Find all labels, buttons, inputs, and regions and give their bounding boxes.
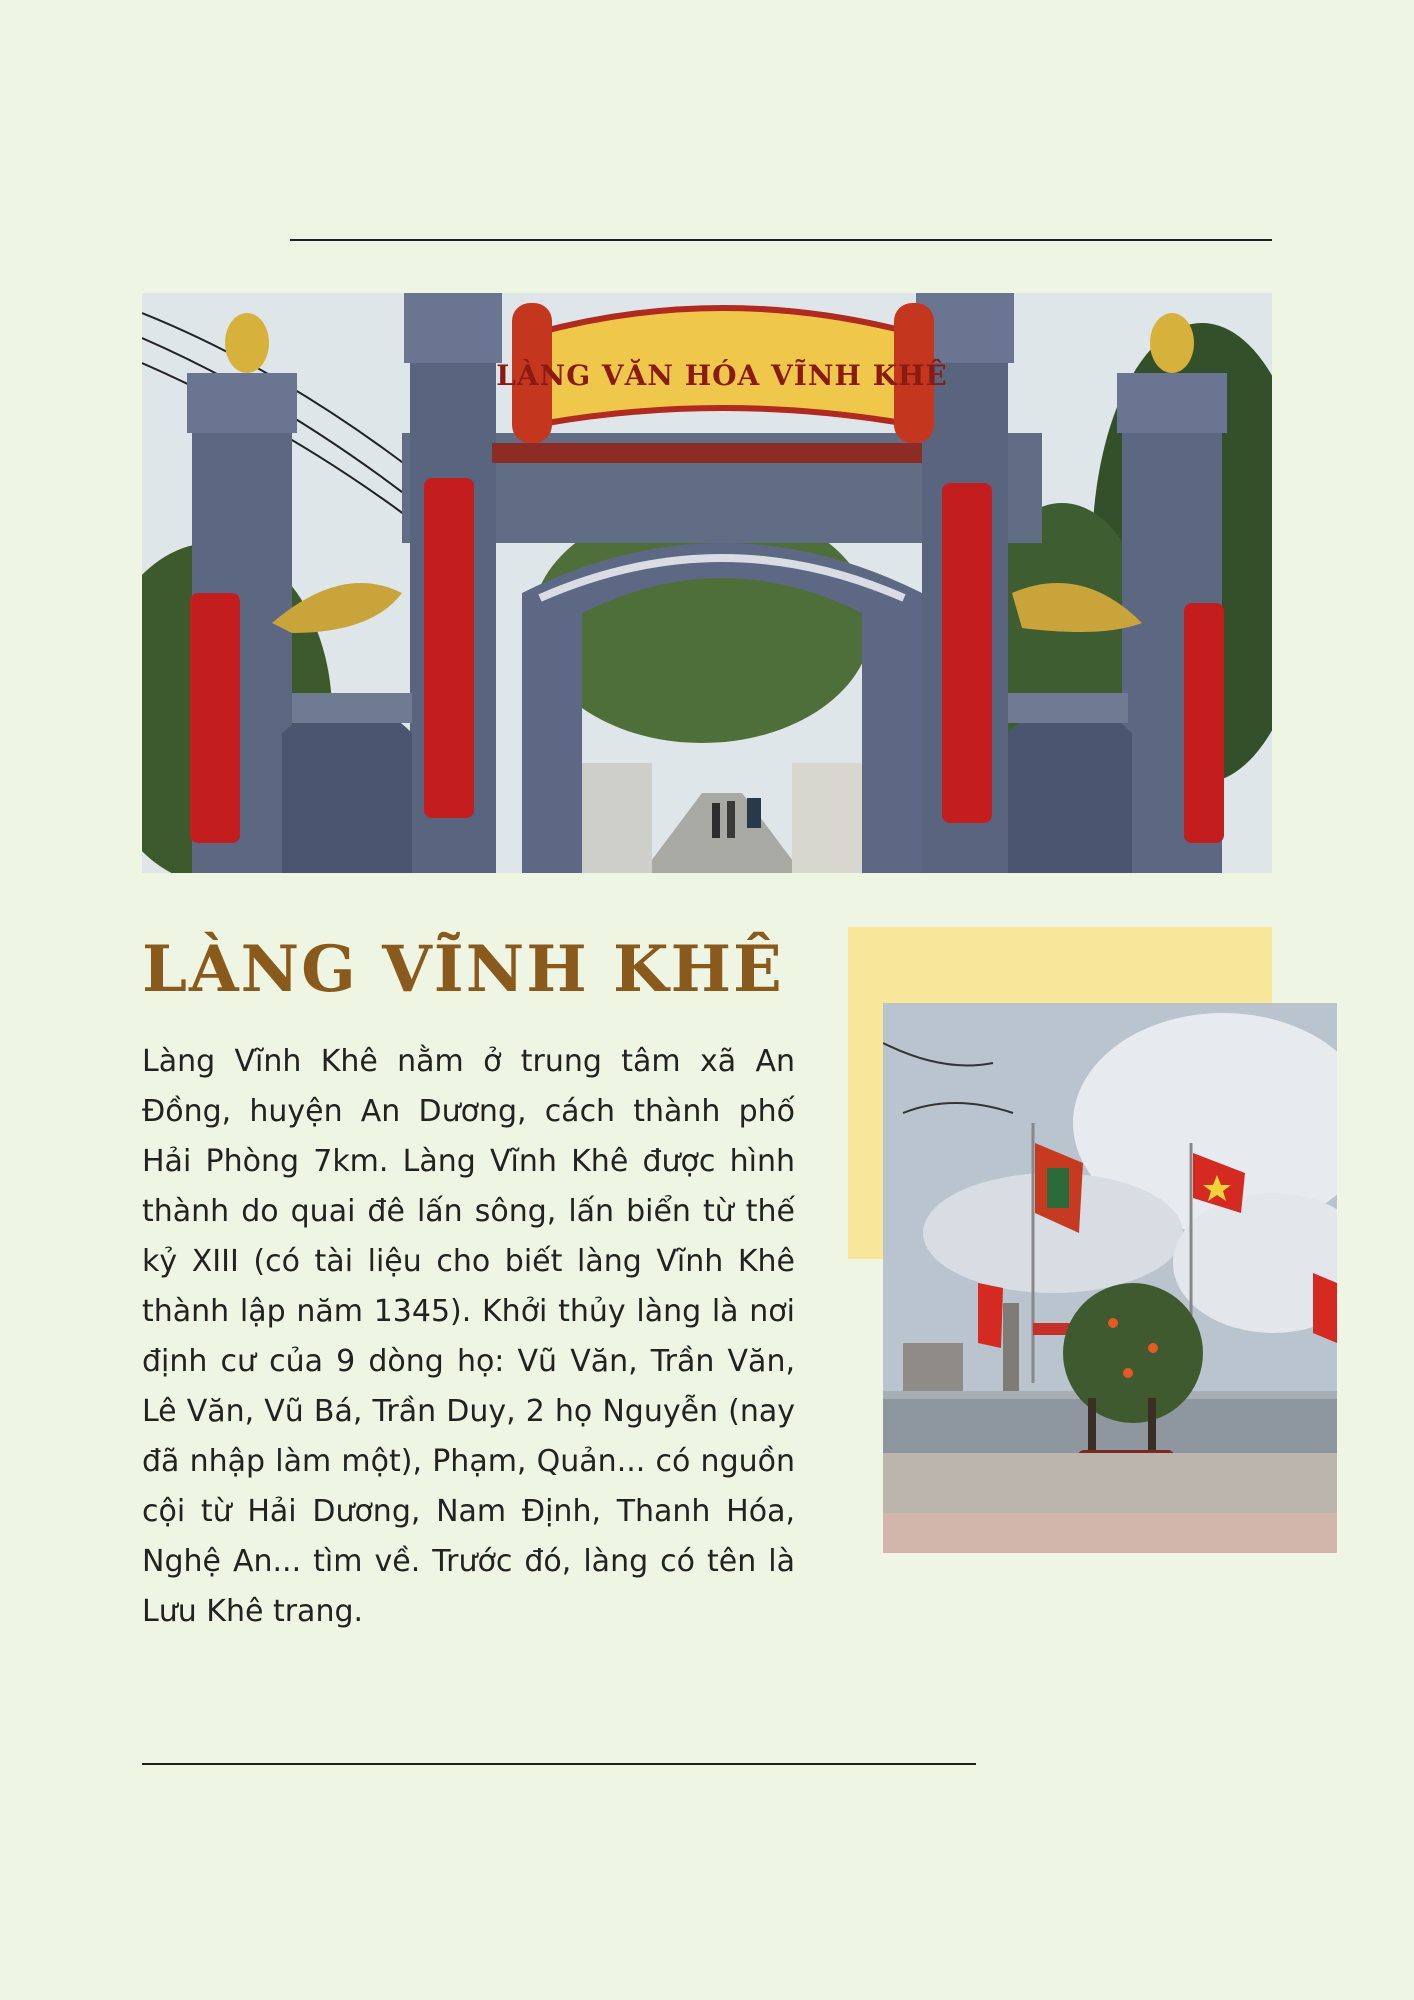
bottom-divider [142,1763,976,1765]
article-paragraph: Làng Vĩnh Khê nằm ở trung tâm xã An Đồng, huyện An Dương, cách thành phố Hải Phòng 7km. Làng Vĩnh Khê được hình thành do quai đê lấn sông, lấn biển từ thế kỷ XIII (có tài liệu cho biết làng Vĩnh Khê thành lập năm 1345). Khởi thủy làng là nơi định cư của 9 dòng họ: Vũ Văn, Trần Văn, Lê Văn, Vũ Bá, Trần Duy, 2 họ Nguyễn (nay đã nhập làm một), Phạm, Quản... có nguồn cội từ Hải Dương, Nam Định, Thanh Hóa, Nghệ An... tìm về. Trước đó, làng có tên là Lưu Khê trang. [142,1044,795,1629]
gate-sign-text: LÀNG VĂN HÓA VĨNH KHÊ [496,359,948,392]
top-divider [290,239,1272,241]
page-title: LÀNG VĨNH KHÊ [142,932,784,1007]
village-gate-photo [142,293,1272,873]
temple-courtyard-photo [883,1003,1337,1553]
